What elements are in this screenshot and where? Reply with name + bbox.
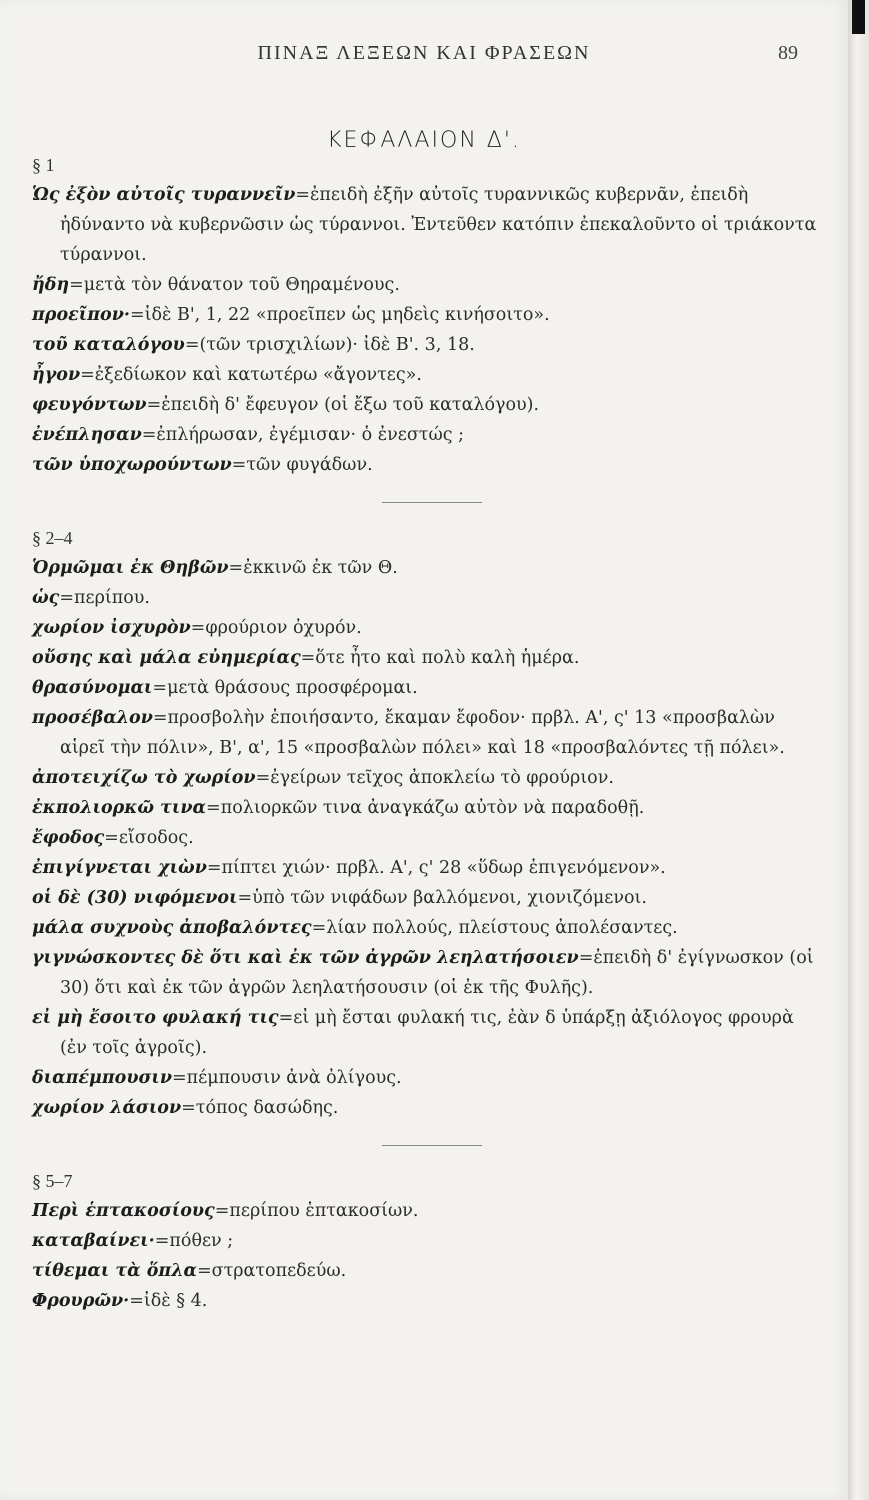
glossary-entry <box>32 420 822 450</box>
equals-sign: = <box>129 1291 144 1311</box>
entry-lemma: προσέβαλον <box>32 708 153 728</box>
glossary-entry <box>32 763 822 793</box>
page-number: 89 <box>778 42 798 64</box>
entry-gloss: τῶν φυγάδων. <box>246 455 373 475</box>
glossary-entry <box>32 300 822 330</box>
equals-sign: = <box>237 888 253 908</box>
entry-lemma: τῶν ὑποχωρούντων <box>32 455 232 475</box>
entry-gloss: ἐπλήρωσαν, ἐγέμισαν· ὁ ἐνεστώς ; <box>156 425 464 445</box>
equals-sign: = <box>206 858 222 878</box>
entry-gloss: φρούριον ὀχυρόν. <box>205 618 362 638</box>
equals-sign: = <box>152 678 168 698</box>
chapter-title: ΚΕΦΑΛΑΙΟΝ Δ'. <box>327 128 521 153</box>
entry-gloss: ἐπειδὴ ἐξῆν αὐτοῖς τυραννικῶς κυβερνᾶν, ἐπειδὴ ἠδύναντο νὰ κυβερνῶσιν ὡς τύραννοι. Ἐντεῦθεν κατόπιν ἐπεκαλοῦντο οἱ τριάκοντα τύραννοι. <box>60 185 817 265</box>
section-separator <box>382 1145 482 1146</box>
entry-gloss: μετὰ τὸν θάνατον τοῦ Θηραμένους. <box>83 275 400 295</box>
equals-sign: = <box>255 768 271 788</box>
entry-lemma: τίθεμαι τὰ ὅπλα <box>32 1261 197 1281</box>
equals-sign: = <box>300 648 316 668</box>
glossary-entry <box>32 1226 822 1256</box>
equals-sign: = <box>146 395 162 415</box>
glossary-entry <box>32 703 822 763</box>
glossary-entry <box>32 823 822 853</box>
entry-gloss: ἰδὲ § 4. <box>143 1291 208 1311</box>
equals-sign: = <box>80 365 95 385</box>
entry-lemma: θρασύνομαι <box>32 678 153 698</box>
glossary-entry <box>32 883 822 913</box>
entry-lemma: προεῖπον· <box>32 305 130 325</box>
entry-gloss: πόθεν ; <box>169 1231 234 1251</box>
equals-sign: = <box>69 275 84 295</box>
entry-gloss: λίαν πολλούς, πλείστους ἀπολέσαντες. <box>326 918 678 938</box>
corner-mark <box>852 0 865 34</box>
glossary-entry <box>32 1003 822 1063</box>
glossary-content <box>32 150 822 1316</box>
entry-gloss: πέμπουσιν ἀνὰ ὀλίγους. <box>186 1068 402 1088</box>
equals-sign: = <box>104 828 119 848</box>
entry-gloss: τόπος δασώδης. <box>195 1098 339 1118</box>
equals-sign: = <box>578 948 594 968</box>
running-title: ΠΙΝΑΞ ΛΕΞΕΩΝ ΚΑΙ ΦΡΑΣΕΩΝ <box>257 42 591 64</box>
equals-sign: = <box>196 1261 212 1281</box>
entry-gloss: εἴσοδος. <box>118 828 194 848</box>
sections-container <box>32 150 822 1316</box>
entry-lemma: τοῦ καταλόγου <box>32 335 185 355</box>
equals-sign: = <box>228 558 244 578</box>
equals-sign: = <box>231 455 247 475</box>
entry-lemma: ὡς <box>32 588 60 608</box>
entry-lemma: οἱ δὲ (30) νιφόμενοι <box>32 888 238 908</box>
entry-gloss: πίπτει χιών· πρβλ. Α', ς' 28 «ὕδωρ ἐπιγενόμενον». <box>221 858 666 878</box>
glossary-entry <box>32 450 822 480</box>
entry-gloss: (τῶν τρισχιλίων)· ἰδὲ Β'. 3, 18. <box>199 335 475 355</box>
section-heading: § 5–7 <box>32 1171 73 1191</box>
glossary-entry <box>32 360 822 390</box>
entry-lemma: μάλα συχνοὺς ἀποβαλόντες <box>32 918 312 938</box>
entry-gloss: εἰ μὴ ἔσται φυλακή τις, ἐὰν δ ὑπάρξῃ ἀξιόλογος φρουρὰ (ἐν τοῖς ἀγροῖς). <box>60 1008 794 1058</box>
equals-sign: = <box>184 335 200 355</box>
equals-sign: = <box>311 918 327 938</box>
glossary-entry <box>32 1286 822 1316</box>
page-edge <box>848 0 869 1500</box>
equals-sign: = <box>295 185 311 205</box>
entry-gloss: περίπου ἑπτακοσίων. <box>229 1201 419 1221</box>
glossary-entry <box>32 673 822 703</box>
entry-lemma: οὔσης καὶ μάλα εὐημερίας <box>32 648 301 668</box>
entry-gloss: ὑπὸ τῶν νιφάδων βαλλόμενοι, χιονιζόμενοι. <box>252 888 647 908</box>
glossary-entry <box>32 643 822 673</box>
entry-gloss: ἰδὲ Β', 1, 22 «προεῖπεν ὡς μηδεὶς κινήσοιτο». <box>144 305 550 325</box>
glossary-entry <box>32 1093 822 1123</box>
entry-gloss: ἐγείρων τεῖχος ἀποκλείω τὸ φρούριον. <box>270 768 614 788</box>
entry-lemma: Φρουρῶν· <box>32 1291 130 1311</box>
entry-gloss: ἐπειδὴ δ' ἔφευγον (οἱ ἔξω τοῦ καταλόγου). <box>161 395 540 415</box>
entry-lemma: διαπέμπουσιν <box>32 1068 172 1088</box>
glossary-entry <box>32 390 822 420</box>
entry-lemma: εἰ μὴ ἔσοιτο φυλακή τις <box>32 1008 279 1028</box>
glossary-entry <box>32 583 822 613</box>
glossary-entry <box>32 793 822 823</box>
glossary-entry <box>32 1196 822 1226</box>
entry-lemma: ἤδη <box>32 275 70 295</box>
entry-lemma: ἐπιγίγνεται χιὼν <box>32 858 207 878</box>
entry-lemma: καταβαίνει· <box>32 1231 155 1251</box>
entry-lemma: ἀποτειχίζω τὸ χωρίον <box>32 768 256 788</box>
section-heading: § 2–4 <box>32 528 73 548</box>
glossary-entry <box>32 330 822 360</box>
entry-gloss: ἐκκινῶ ἐκ τῶν Θ. <box>243 558 398 578</box>
entry-gloss: ἐπειδὴ δ' ἐγίγνωσκον (οἱ 30) ὅτι καὶ ἐκ τῶν ἀγρῶν λεηλατήσουσιν (οἱ ἐκ τῆς Φυλῆς). <box>60 948 814 998</box>
entry-lemma: ἔφοδος <box>32 828 105 848</box>
equals-sign: = <box>59 588 74 608</box>
equals-sign: = <box>154 1231 170 1251</box>
entry-lemma: Ὁρμῶμαι ἐκ Θηβῶν <box>32 558 229 578</box>
entry-lemma: χωρίον ἰσχυρὸν <box>32 618 191 638</box>
entry-gloss: μετὰ θράσους προσφέρομαι. <box>167 678 418 698</box>
glossary-entry <box>32 270 822 300</box>
entry-gloss: περίπου. <box>74 588 150 608</box>
equals-sign: = <box>278 1008 294 1028</box>
entry-gloss: προσβολὴν ἐποιήσαντο, ἔκαμαν ἔφοδον· πρβλ. Α', ς' 13 «προσβαλὼν αἱρεῖ τὴν πόλιν», Β', α', 15 «προσβαλὼν πόλει» καὶ 18 «προσβαλόντες τῇ πόλει». <box>60 708 785 758</box>
entry-lemma: χωρίον λάσιον <box>32 1098 182 1118</box>
glossary-entry <box>32 553 822 583</box>
entry-lemma: Περὶ ἑπτακοσίους <box>32 1201 215 1221</box>
glossary-entry <box>32 613 822 643</box>
section-separator <box>382 502 482 503</box>
section-heading: § 1 <box>32 155 55 175</box>
entry-lemma: γιγνώσκοντες δὲ ὅτι καὶ ἐκ τῶν ἀγρῶν λεηλατήσοιεν <box>32 948 579 968</box>
equals-sign: = <box>181 1098 196 1118</box>
entry-gloss: πολιορκῶν τινα ἀναγκάζω αὐτὸν νὰ παραδοθῇ. <box>220 798 645 818</box>
glossary-entry <box>32 913 822 943</box>
glossary-entry <box>32 1063 822 1093</box>
glossary-entry <box>32 853 822 883</box>
equals-sign: = <box>152 708 168 728</box>
entry-gloss: ὅτε ἦτο καὶ πολὺ καλὴ ἡμέρα. <box>315 648 580 668</box>
glossary-entry <box>32 943 822 1003</box>
equals-sign: = <box>214 1201 230 1221</box>
entry-lemma: ἦγον <box>32 365 81 385</box>
entry-gloss: ἐξεδίωκον καὶ κατωτέρω «ἄγοντες». <box>94 365 422 385</box>
equals-sign: = <box>190 618 206 638</box>
equals-sign: = <box>141 425 157 445</box>
glossary-entry <box>32 180 822 270</box>
entry-gloss: στρατοπεδεύω. <box>211 1261 347 1281</box>
entry-lemma: ἐκπολιορκῶ τινα <box>32 798 207 818</box>
equals-sign: = <box>206 798 221 818</box>
equals-sign: = <box>129 305 145 325</box>
entry-lemma: ἐνέπλησαν <box>32 425 142 445</box>
equals-sign: = <box>172 1068 187 1088</box>
glossary-entry <box>32 1256 822 1286</box>
entry-lemma: Ὡς ἐξὸν αὐτοῖς τυραννεῖν <box>32 185 296 205</box>
entry-lemma: φευγόντων <box>32 395 147 415</box>
